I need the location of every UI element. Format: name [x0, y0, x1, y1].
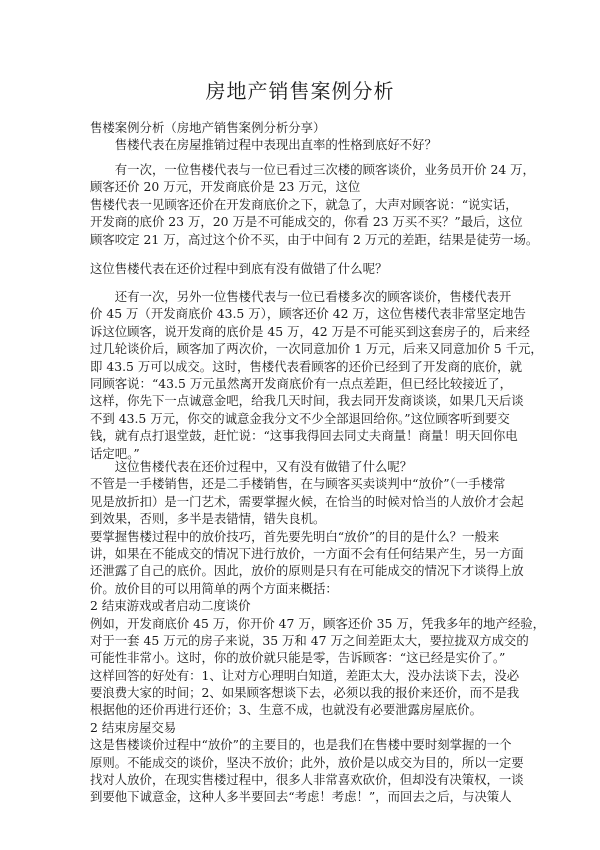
text-line: 这样回答的好处有：1、让对方心理明白知道，差距太大，没办法谈下去，没必 [90, 667, 520, 683]
text-line: 即 43.5 万可以成交。这时，售楼代表看顾客的还价已经到了开发商的底价，就 [90, 358, 522, 374]
text-line: 开发商的底价 23 万，20 万是不可能成交的，你看 23 万买不买？”最后，这位 [90, 214, 523, 230]
intro-block [90, 119, 510, 154]
text-line: 到要他下诚意金，这种人多半要回去“考虑！考虑！”，而回去之后，与决策人 [90, 789, 512, 805]
paragraph-3 [90, 458, 546, 806]
section-heading: 2 结束房屋交易 [90, 719, 177, 735]
question-1 [90, 260, 510, 277]
text-line: 原则。不能成交的谈价，坚决不放价；此外，放价是以成交为目的，所以一定要 [90, 754, 524, 770]
text-line: 还有一次，另外一位售楼代表与一位已看楼多次的顾客谈价，售楼代表开 [90, 289, 512, 304]
text-line: 价。放价目的可以用简单的两个方面来概括： [90, 580, 338, 596]
question-line: 这位售楼代表在还价过程中到底有没有做错了什么呢？ [90, 261, 388, 276]
text-line: 对于一套 45 万元的房子来说，35 万和 47 万之间差距太大，要拉拢双方成交的 [90, 632, 529, 648]
paragraph-2 [90, 288, 543, 462]
text-line: 这位售楼代表在还价过程中，又有没有做错了什么呢？ [90, 459, 413, 474]
paragraph-1 [90, 161, 539, 248]
text-line: 根据他的还价再进行还价；3、生意不成，也就没有必要泄露房屋底价。 [90, 702, 482, 718]
text-line: 见是放折扣）是一门艺术，需要掌握火候，在恰当的时候对恰当的人放价才会起 [90, 493, 524, 509]
text-line: 过几轮谈价后，顾客加了两次价，一次同意加价 1 万元，后来又同意加价 5 千元， [90, 341, 543, 357]
text-line: 这是售楼谈价过程中“放价”的主要目的，也是我们在售楼中要时刻掌握的一个 [90, 737, 512, 753]
text-line: 不到 43.5 万元，你交的诚意金我分文不少全部退回给你。”这位顾客听到要交 [90, 410, 510, 426]
page-title: 房地产销售案例分析 [205, 79, 395, 103]
text-line: 售楼代表一见顾客还价在开发商底价之下，就急了，大声对顾客说：“说实话， [90, 196, 518, 212]
text-line: 诉这位顾客，说开发商的底价是 45 万，42 万是不可能买到这套房子的，后来经 [90, 323, 530, 339]
text-line: 同顾客说：“43.5 万元虽然离开发商底价有一点点差距，但已经比较接近了， [90, 375, 512, 391]
section-heading: 2 结束游戏或者启动二度谈价 [90, 598, 251, 614]
text-line: 到效果，否则，多半是表错情，错失良机。 [90, 511, 326, 527]
text-line: 例如，开发商底价 45 万，你开价 47 万，顾客还价 35 万，凭我多年的地产经验， [90, 615, 546, 631]
text-line: 顾客还价 20 万元，开发商底价是 23 万元，这位 [90, 179, 361, 195]
question-line: 售楼代表在房屋推销过程中表现出直率的性格到底好不好？ [90, 137, 437, 153]
text-line: 讲，如果在不能成交的情况下进行放价，一方面不会有任何结果产生，另一方面 [90, 545, 524, 561]
text-line: 找对人放价，在现实售楼过程中，很多人非常喜欢砍价，但却没有决策权，一谈 [90, 772, 524, 788]
text-line: 价 45 万（开发商底价 43.5 万），顾客还价 42 万，这位售楼代表非常坚定地告 [90, 306, 526, 322]
text-line: 要浪费大家的时间；2、如果顾客想谈下去，必须以我的报价来还价，而不是我 [90, 685, 520, 701]
text-line: 顾客咬定 21 万，高过这个价不买，由于中间有 2 万元的差距，结果是徒劳一场。 [90, 231, 539, 247]
text-line: 要掌握售楼过程中的放价技巧，首先要先明白“放价”的目的是什么？一般来 [90, 528, 500, 544]
text-line: 话定吧。” [90, 445, 140, 461]
text-line: 还泄露了自己的底价。因此，放价的原则是只有在可能成交的情况下才谈得上放 [90, 563, 524, 579]
text-line: 有一次，一位售楼代表与一位已看过三次楼的顾客谈价，业务员开价 24 万， [90, 162, 535, 177]
subtitle-line: 售楼案例分析（房地产销售案例分析分享） [90, 120, 326, 135]
text-line: 可能性非常小。这时，你的放价就只能是零，告诉顾客：“这已经是实价了。” [90, 650, 506, 666]
text-line: 钱，就有点打退堂鼓，赶忙说：“这事我得回去同丈夫商量！商量！明天回你电 [90, 428, 518, 444]
text-line: 这样，你先下一点诚意金吧，给我几天时间，我去同开发商谈谈，如果几天后谈 [90, 393, 524, 409]
text-line: 不管是一手楼销售，还是二手楼销售，在与顾客买卖谈判中“放价”（一手楼常 [90, 476, 506, 492]
